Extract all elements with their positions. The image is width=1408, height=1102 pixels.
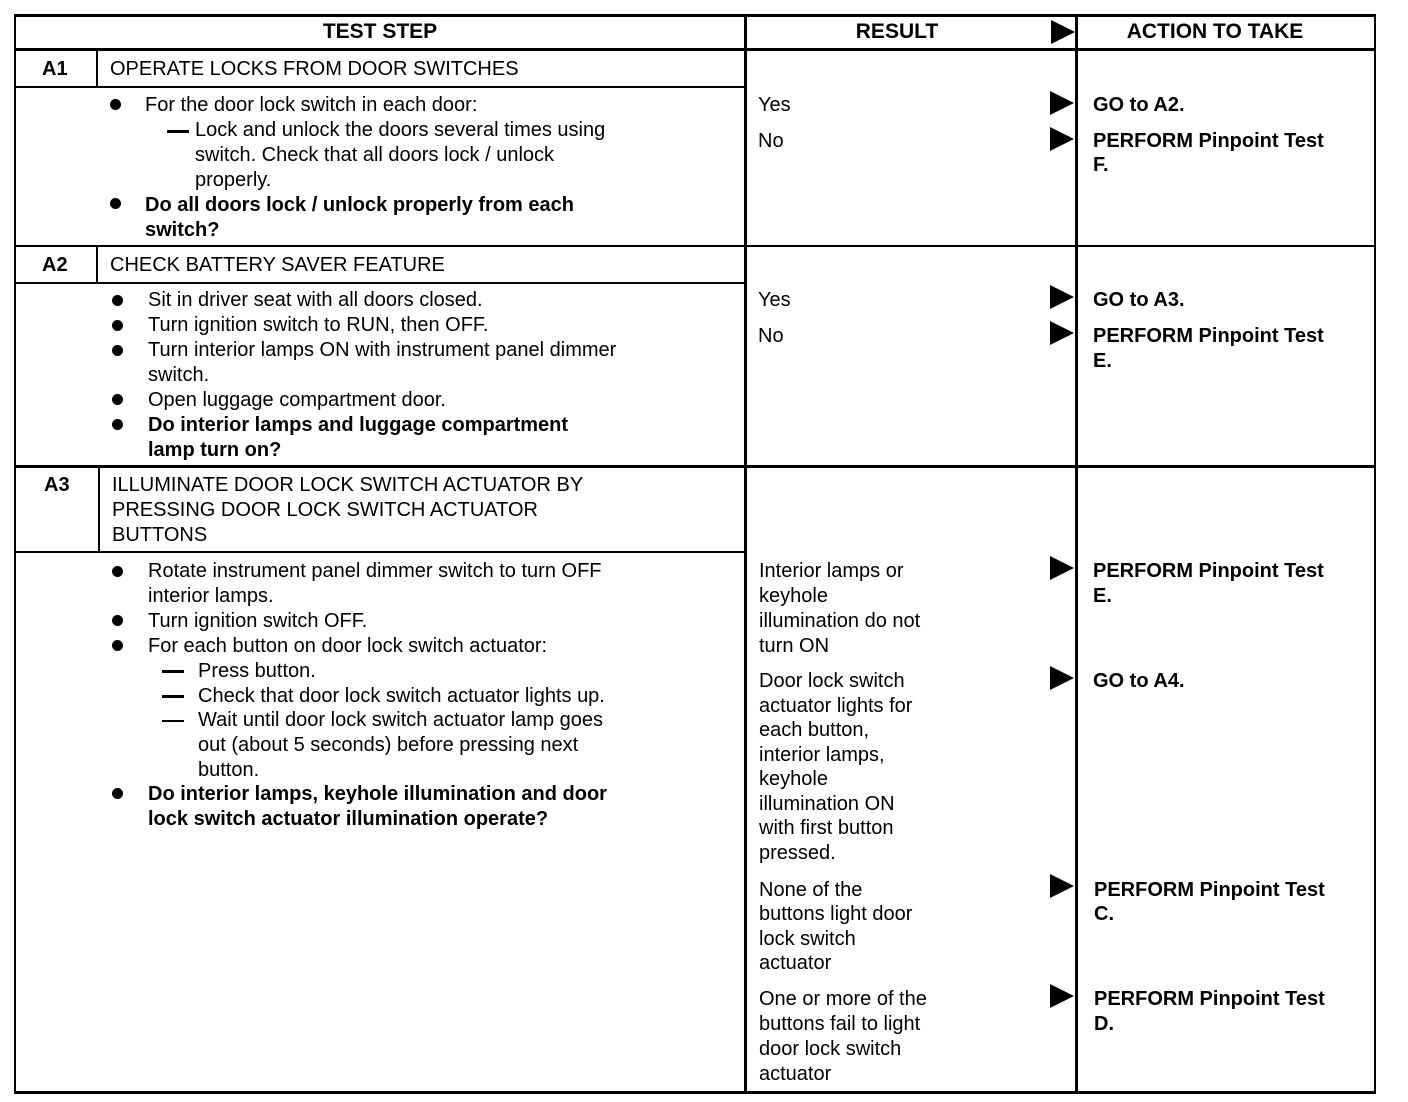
a3-result-1-line2: keyhole (759, 585, 828, 607)
step-a1-id: A1 (42, 58, 68, 80)
header-divider (14, 48, 1376, 51)
a3-result-4-line2: buttons fail to light (759, 1013, 921, 1035)
a2-instruction-4: switch. (148, 364, 210, 386)
a2-instruction-2: Turn ignition switch to RUN, then OFF. (148, 314, 489, 336)
arrow-right-icon (1050, 666, 1074, 690)
a1-instruction-2: Lock and unlock the doors several times using (195, 119, 606, 141)
header-arrow-icon (1051, 20, 1075, 44)
a3-result-4-line4: actuator (759, 1063, 832, 1085)
a3-instruction-5: Press button. (198, 660, 316, 682)
step-a3-title-line1: ILLUMINATE DOOR LOCK SWITCH ACTUATOR BY (112, 474, 584, 496)
step-a1-title: OPERATE LOCKS FROM DOOR SWITCHES (110, 58, 519, 80)
a1-instruction-4: properly. (195, 169, 272, 191)
a2-action-no-line2: E. (1093, 350, 1112, 372)
border-left (14, 14, 16, 1094)
a3-result-4-line1: One or more of the (759, 988, 927, 1010)
step-a3-title-line3: BUTTONS (112, 524, 208, 546)
column-divider-result (744, 14, 747, 1094)
a3-action-1-line1: PERFORM Pinpoint Test (1093, 560, 1324, 582)
a3-result-2-line4: interior lamps, (759, 744, 885, 766)
divider-a3-title (14, 551, 745, 553)
action-step-ref: A3. (1153, 289, 1185, 311)
border-top (14, 14, 1376, 17)
bullet-icon (112, 788, 123, 799)
divider-a2-title (14, 282, 745, 284)
bullet-icon (112, 394, 123, 405)
a3-result-2-line5: keyhole (759, 768, 828, 790)
step-a2-title: CHECK BATTERY SAVER FEATURE (110, 254, 445, 276)
a3-result-1-line1: Interior lamps or (759, 560, 904, 582)
a2-question-1: Do interior lamps and luggage compartment (148, 414, 569, 436)
a1-result-yes: Yes (758, 94, 791, 116)
a3-result-1-line3: illumination do not (759, 610, 921, 632)
a3-result-2-line7: with first button (759, 817, 894, 839)
divider-a3-id (98, 467, 100, 552)
a3-instruction-9: button. (198, 759, 260, 781)
a3-instruction-8: out (about 5 seconds) before pressing next (198, 734, 579, 756)
a2-instruction-1: Sit in driver seat with all doors closed. (148, 289, 483, 311)
action-text: GO to (1093, 289, 1154, 311)
dash-icon (162, 720, 184, 722)
a3-action-1-line2: E. (1093, 585, 1112, 607)
a2-result-yes: Yes (758, 289, 791, 311)
step-a2-id: A2 (42, 254, 68, 276)
a3-result-2-line3: each button, (759, 719, 870, 741)
a3-result-2-line1: Door lock switch (759, 670, 905, 692)
a3-instruction-3: Turn ignition switch OFF. (148, 610, 368, 632)
a3-action-4-line1: PERFORM Pinpoint Test (1094, 988, 1325, 1010)
column-divider-action (1075, 14, 1078, 1094)
a3-action-4-line2: D. (1094, 1013, 1114, 1035)
a3-result-2-line6: illumination ON (759, 793, 895, 815)
a3-instruction-2: interior lamps. (148, 585, 274, 607)
dash-icon (162, 670, 184, 673)
step-a3-title-line2: PRESSING DOOR LOCK SWITCH ACTUATOR (112, 499, 538, 521)
a1-result-no: No (758, 130, 784, 152)
bullet-icon (110, 99, 121, 110)
bullet-icon (112, 615, 123, 626)
bullet-icon (112, 345, 123, 356)
a3-result-3-line4: actuator (759, 952, 832, 974)
a3-result-2-line8: pressed. (759, 842, 836, 864)
a1-action-no-line1: PERFORM Pinpoint Test (1093, 130, 1324, 152)
arrow-right-icon (1050, 984, 1074, 1008)
action-step-ref: A4. (1153, 670, 1185, 692)
border-bottom (14, 1091, 1376, 1094)
a2-action-no-line1: PERFORM Pinpoint Test (1093, 325, 1324, 347)
a2-instruction-5: Open luggage compartment door. (148, 389, 446, 411)
arrow-right-icon (1050, 91, 1074, 115)
a3-action-3-line1: PERFORM Pinpoint Test (1094, 879, 1325, 901)
bullet-icon (112, 295, 123, 306)
dash-icon (167, 130, 189, 133)
a1-question-2: switch? (145, 219, 220, 241)
action-text: GO to (1093, 670, 1154, 692)
a3-instruction-6: Check that door lock switch actuator lights up. (198, 685, 605, 707)
a1-question-1: Do all doors lock / unlock properly from each (145, 194, 574, 216)
a1-action-yes (1093, 93, 1185, 118)
a1-action-no-line2: F. (1093, 154, 1109, 176)
a2-question-2: lamp turn on? (148, 439, 282, 461)
a3-question-2: lock switch actuator illumination operate? (148, 808, 549, 830)
bullet-icon (110, 198, 121, 209)
bullet-icon (112, 419, 123, 430)
a3-question-1: Do interior lamps, keyhole illumination and door (148, 783, 607, 805)
header-action: ACTION TO TAKE (1126, 20, 1304, 43)
row-divider-a1-a2 (14, 245, 1376, 247)
a1-instruction-1: For the door lock switch in each door: (145, 94, 478, 116)
a2-action-yes (1093, 288, 1185, 313)
action-step-ref: A2. (1153, 94, 1185, 116)
a3-action-2 (1093, 669, 1185, 694)
arrow-right-icon (1050, 321, 1074, 345)
arrow-right-icon (1050, 874, 1074, 898)
border-right (1374, 14, 1376, 1094)
dash-icon (162, 695, 184, 698)
a2-result-no: No (758, 325, 784, 347)
a3-result-3-line3: lock switch (759, 928, 856, 950)
a3-result-3-line1: None of the (759, 879, 863, 901)
a3-instruction-7: Wait until door lock switch actuator lamp goes (198, 709, 603, 731)
step-a3-id: A3 (44, 474, 70, 496)
a2-instruction-3: Turn interior lamps ON with instrument panel dimmer (148, 339, 617, 361)
divider-a1-id (96, 50, 98, 87)
bullet-icon (112, 566, 123, 577)
row-divider-a2-a3 (14, 465, 1376, 468)
a3-result-2-line2: actuator lights for (759, 695, 913, 717)
a3-result-3-line2: buttons light door (759, 903, 913, 925)
a3-action-3-line2: C. (1094, 903, 1114, 925)
divider-a2-id (96, 246, 98, 283)
arrow-right-icon (1050, 556, 1074, 580)
a3-result-1-line4: turn ON (759, 635, 830, 657)
a3-instruction-1: Rotate instrument panel dimmer switch to turn OFF (148, 560, 602, 582)
a3-instruction-4: For each button on door lock switch actuator: (148, 635, 548, 657)
a1-instruction-3: switch. Check that all doors lock / unlock (195, 144, 555, 166)
bullet-icon (112, 640, 123, 651)
bullet-icon (112, 320, 123, 331)
action-text: GO to (1093, 94, 1154, 116)
arrow-right-icon (1050, 127, 1074, 151)
arrow-right-icon (1050, 285, 1074, 309)
divider-a1-title (14, 86, 745, 88)
a3-result-4-line3: door lock switch (759, 1038, 902, 1060)
header-test-step: TEST STEP (322, 20, 438, 43)
header-result: RESULT (855, 20, 939, 43)
